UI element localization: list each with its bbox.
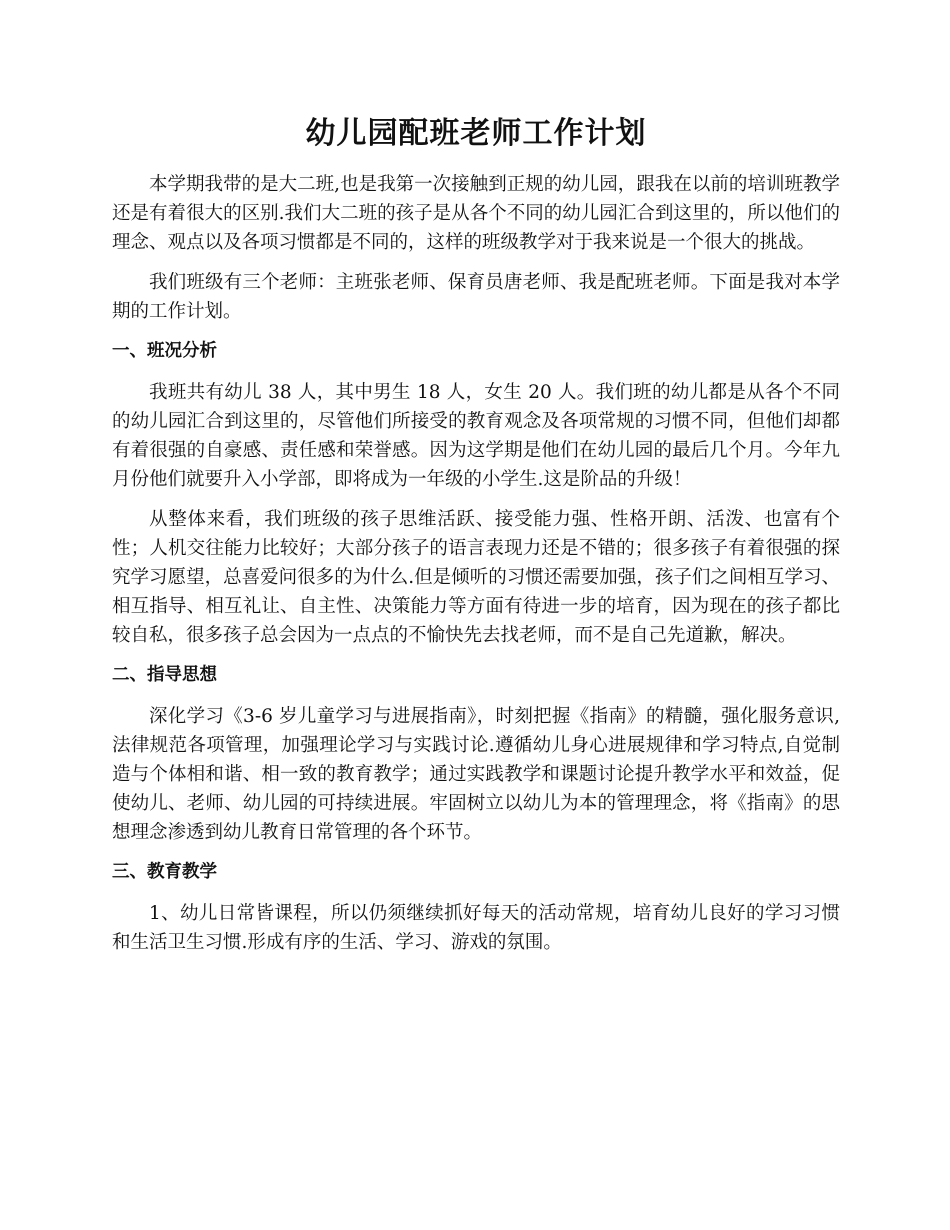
intro-paragraph-1: 本学期我带的是大二班,也是我第一次接触到正规的幼儿园，跟我在以前的培训班教学还是有着很大的区别.我们大二班的孩子是从各个不同的幼儿园汇合到这里的，所以他们的理念、观点以及各项习惯都是不同的，这样的班级教学对于我来说是一个很大的挑战。 [112,174,840,253]
section-heading-guiding-ideology: 二、指导思想 [112,665,217,685]
section-3-paragraph-1: 1、幼儿日常皆课程，所以仍须继续抓好每天的活动常规，培育幼儿良好的学习习惯和生活卫生习惯.形成有序的生活、学习、游戏的氛围。 [112,903,840,953]
section-heading-class-analysis: 一、班况分析 [112,341,217,361]
document-page [112,110,840,968]
document-title: 幼儿园配班老师工作计划 [305,116,647,151]
intro-paragraph-2: 我们班级有三个老师：主班张老师、保育员唐老师、我是配班老师。下面是我对本学期的工作计划。 [112,272,840,322]
section-1-paragraph-2: 从整体来看，我们班级的孩子思维活跃、接受能力强、性格开朗、活泼、也富有个性；人机交往能力比较好；大部分孩子的语言表现力还是不错的；很多孩子有着很强的探究学习愿望，总喜爱问很多的为什么.但是倾听的习惯还需要加强，孩子们之间相互学习、相互指导、相互礼让、自主性、决策能力等方面有待进一步的培育，因为现在的孩子都比较自私，很多孩子总会因为一点点的不愉快先去找老师，而不是自己先道歉，解决。 [112,509,840,646]
section-heading-education-teaching: 三、教育教学 [112,862,217,882]
section-2-paragraph-1: 深化学习《3-6 岁儿童学习与进展指南》，时刻把握《指南》的精髓，强化服务意识,法律规范各项管理，加强理论学习与实践讨论.遵循幼儿身心进展规律和学习特点,自觉制造与个体相和谐、相一致的教育教学；通过实践教学和课题讨论提升教学水平和效益，促使幼儿、老师、幼儿园的可持续进展。牢固树立以幼儿为本的管理理念，将《指南》的思想理念渗透到幼儿教育日常管理的各个环节。 [112,706,840,843]
section-1-paragraph-1: 我班共有幼儿 38 人，其中男生 18 人，女生 20 人。我们班的幼儿都是从各个不同的幼儿园汇合到这里的，尽管他们所接受的教育观念及各项常规的习惯不同，但他们却都有着很强的自豪感、责任感和荣誉感。因为这学期是他们在幼儿园的最后几个月。今年九月份他们就要升入小学部，即将成为一年级的小学生.这是阶品的升级！ [112,382,840,490]
